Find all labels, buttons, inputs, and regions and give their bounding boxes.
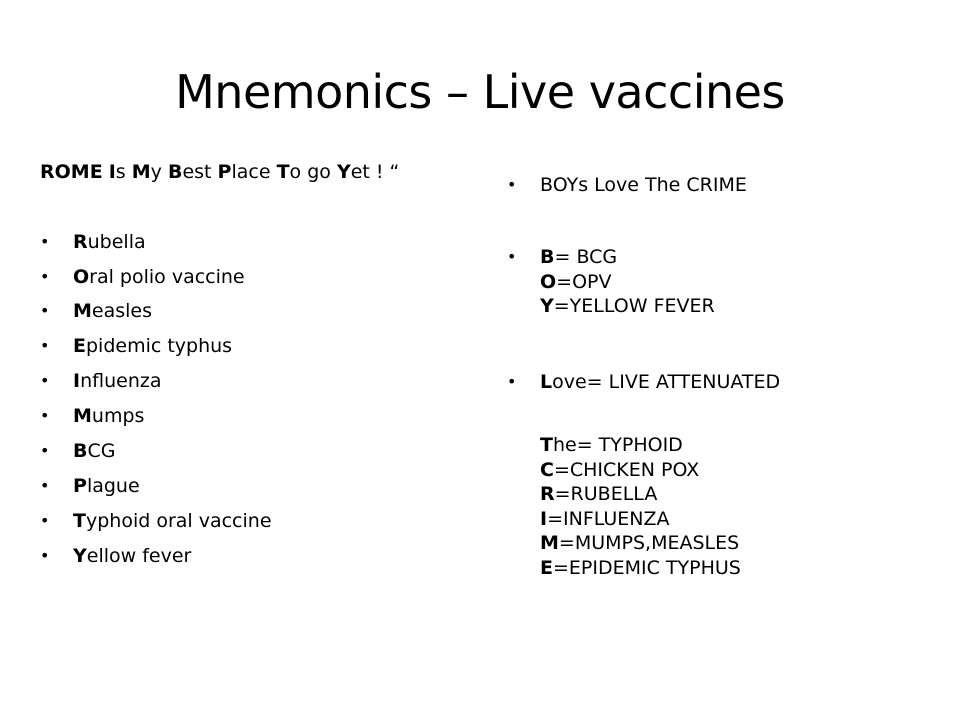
item-rest: ral polio vaccine [89, 266, 245, 288]
bullet-icon [507, 245, 515, 269]
line-initial: E [540, 556, 553, 579]
item-rest: CG [87, 440, 116, 462]
line-rest: =RUBELLA [554, 483, 658, 505]
mnemonic-letter: P [217, 161, 232, 183]
item-rest: yphoid oral vaccine [85, 510, 272, 532]
bullet-icon [40, 509, 48, 533]
line-initial: T [540, 434, 553, 456]
item-rest: pidemic typhus [85, 335, 233, 357]
bullet-icon [40, 544, 48, 568]
bullet-icon [40, 439, 48, 463]
boys-mnemonic-text: BOYs Love The CRIME [540, 174, 747, 196]
bullet-icon [40, 474, 48, 498]
bullet-icon [40, 334, 48, 358]
mnemonic-letter: M [131, 161, 151, 183]
item-initial: Y [73, 545, 87, 567]
mnemonic-letter: Y [336, 161, 351, 183]
mnemonic-rest: o go [289, 161, 337, 183]
mnemonic-header [40, 160, 399, 184]
slide-title: Mnemonics – Live vaccines [175, 65, 785, 119]
mnemonic-letter: ROME [40, 161, 103, 183]
mnemonic-rest: lace [231, 161, 277, 183]
bullet-icon [40, 404, 48, 428]
bullet-icon [40, 299, 48, 323]
mnemonic-rest: est [182, 161, 218, 183]
line-rest: = BCG [554, 246, 618, 268]
item-initial: I [73, 370, 81, 392]
mnemonic-rest: s [115, 161, 132, 183]
item-initial: M [73, 405, 92, 427]
mnemonic-letter: B [167, 161, 183, 183]
boy-expansion [540, 245, 715, 319]
item-rest: easles [91, 300, 153, 322]
item-rest: ubella [87, 231, 146, 253]
line-rest: =EPIDEMIC TYPHUS [552, 556, 741, 579]
line-initial: B [540, 246, 555, 268]
item-initial: O [73, 266, 90, 288]
bullet-icon [40, 369, 48, 393]
line-rest: =OPV [556, 270, 612, 293]
mnemonic-letter: T [276, 161, 290, 183]
item-initial: M [73, 300, 92, 322]
line-initial: R [540, 483, 555, 505]
item-initial: P [73, 475, 87, 497]
mnemonic-letter: I [108, 161, 116, 183]
item-initial: R [73, 231, 88, 253]
item-initial: B [73, 440, 88, 462]
line-rest: ove= LIVE ATTENUATED [552, 371, 781, 393]
line-initial: I [540, 507, 548, 530]
bullet-icon [40, 230, 48, 254]
item-rest: lague [86, 475, 140, 497]
item-rest: ellow fever [86, 545, 192, 567]
line-initial: O [540, 270, 557, 293]
item-initial: T [73, 510, 86, 532]
bullet-icon [507, 370, 515, 394]
line-initial: M [540, 532, 559, 554]
bullet-icon [40, 265, 48, 289]
line-initial: C [540, 458, 554, 481]
item-rest: umps [91, 405, 145, 427]
item-initial: E [73, 335, 86, 357]
line-initial: Y [540, 295, 554, 317]
line-rest: =INFLUENZA [547, 507, 670, 530]
line-rest: he= TYPHOID [552, 434, 683, 456]
bullet-icon [507, 173, 515, 197]
line-rest: =MUMPS,MEASLES [558, 532, 740, 554]
mnemonic-rest: y [150, 161, 168, 183]
line-initial: L [540, 371, 553, 393]
crime-expansion [540, 433, 741, 580]
line-rest: =YELLOW FEVER [553, 295, 715, 317]
mnemonic-rest: et ! “ [350, 161, 400, 183]
item-rest: nfluenza [80, 370, 162, 392]
line-rest: =CHICKEN POX [553, 458, 700, 481]
